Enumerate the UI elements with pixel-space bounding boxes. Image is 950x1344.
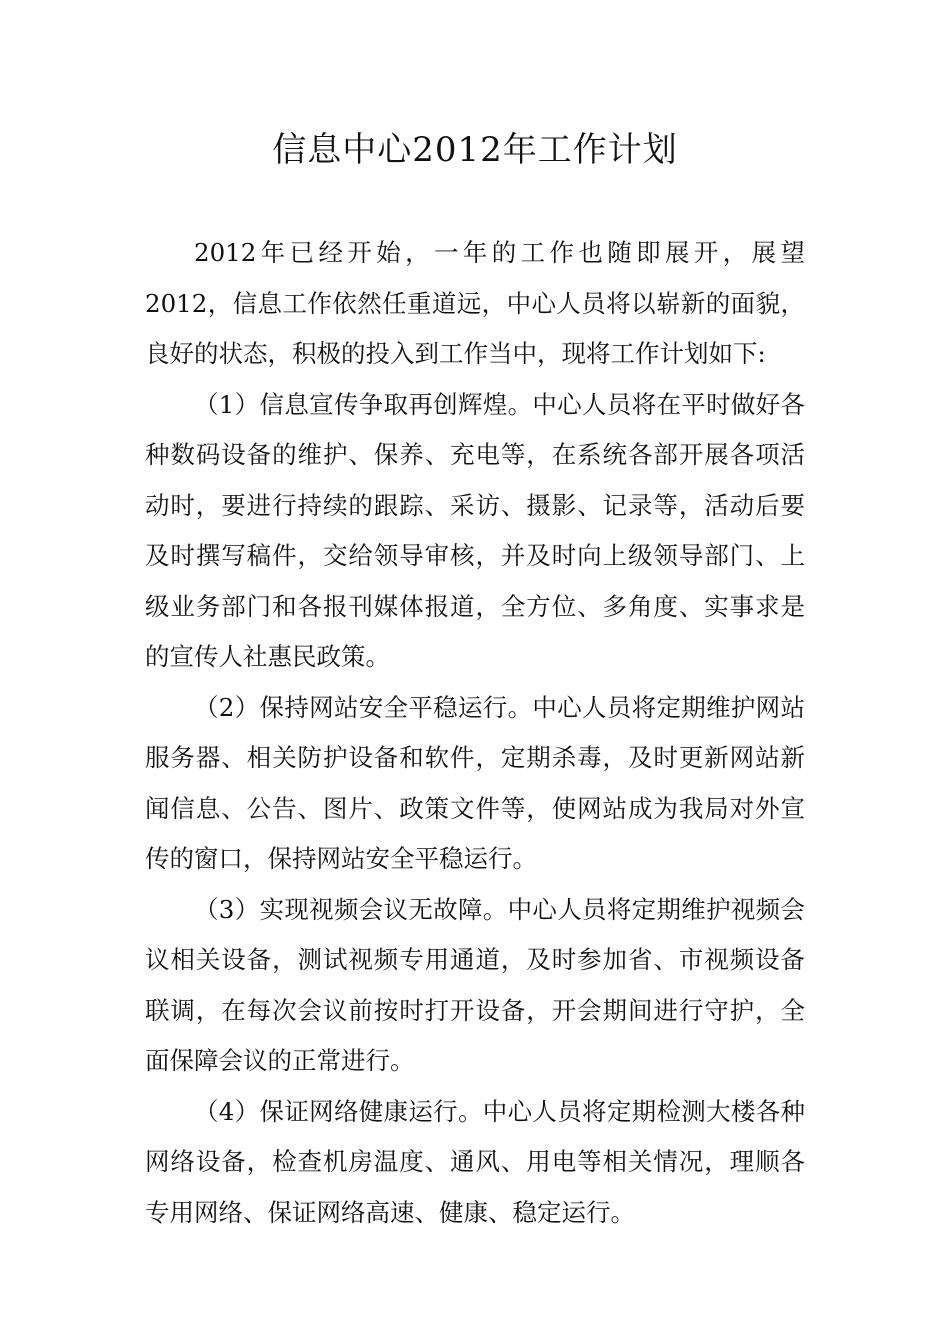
paragraph-item-2: （2）保持网站安全平稳运行。中心人员将定期维护网站服务器、相关防护设备和软件，定期杀毒，及时更新网站新闻信息、公告、图片、政策文件等，使网站成为我局对外宣传的窗口，保持网站安全平稳运行。 <box>145 692 805 873</box>
paragraph-item-1: （1）信息宣传争取再创辉煌。中心人员将在平时做好各种数码设备的维护、保养、充电等，在系统各部开展各项活动时，要进行持续的跟踪、采访、摄影、记录等，活动后要及时撰写稿件，交给领导审核，并及时向上级领导部门、上级业务部门和各报刊媒体报道，全方位、多角度、实事求是的宣传人社惠民政策。 <box>145 389 805 671</box>
paragraph-intro: 2012年已经开始，一年的工作也随即展开，展望2012，信息工作依然任重道远，中心人员将以崭新的面貌，良好的状态，积极的投入到工作当中，现将工作计划如下: <box>145 238 805 368</box>
paragraph-item-4: （4）保证网络健康运行。中心人员将定期检测大楼各种网络设备，检查机房温度、通风、用电等相关情况，理顺各专用网络、保证网络高速、健康、稳定运行。 <box>145 1096 805 1227</box>
document-title: 信息中心2012年工作计划 <box>272 130 678 170</box>
document-body <box>145 228 805 1238</box>
paragraph-item-3: （3）实现视频会议无故障。中心人员将定期维护视频会议相关设备，测试视频专用通道，及时参加省、市视频设备联调，在每次会议前按时打开设备，开会期间进行守护，全面保障会议的正常进行。 <box>145 894 805 1075</box>
